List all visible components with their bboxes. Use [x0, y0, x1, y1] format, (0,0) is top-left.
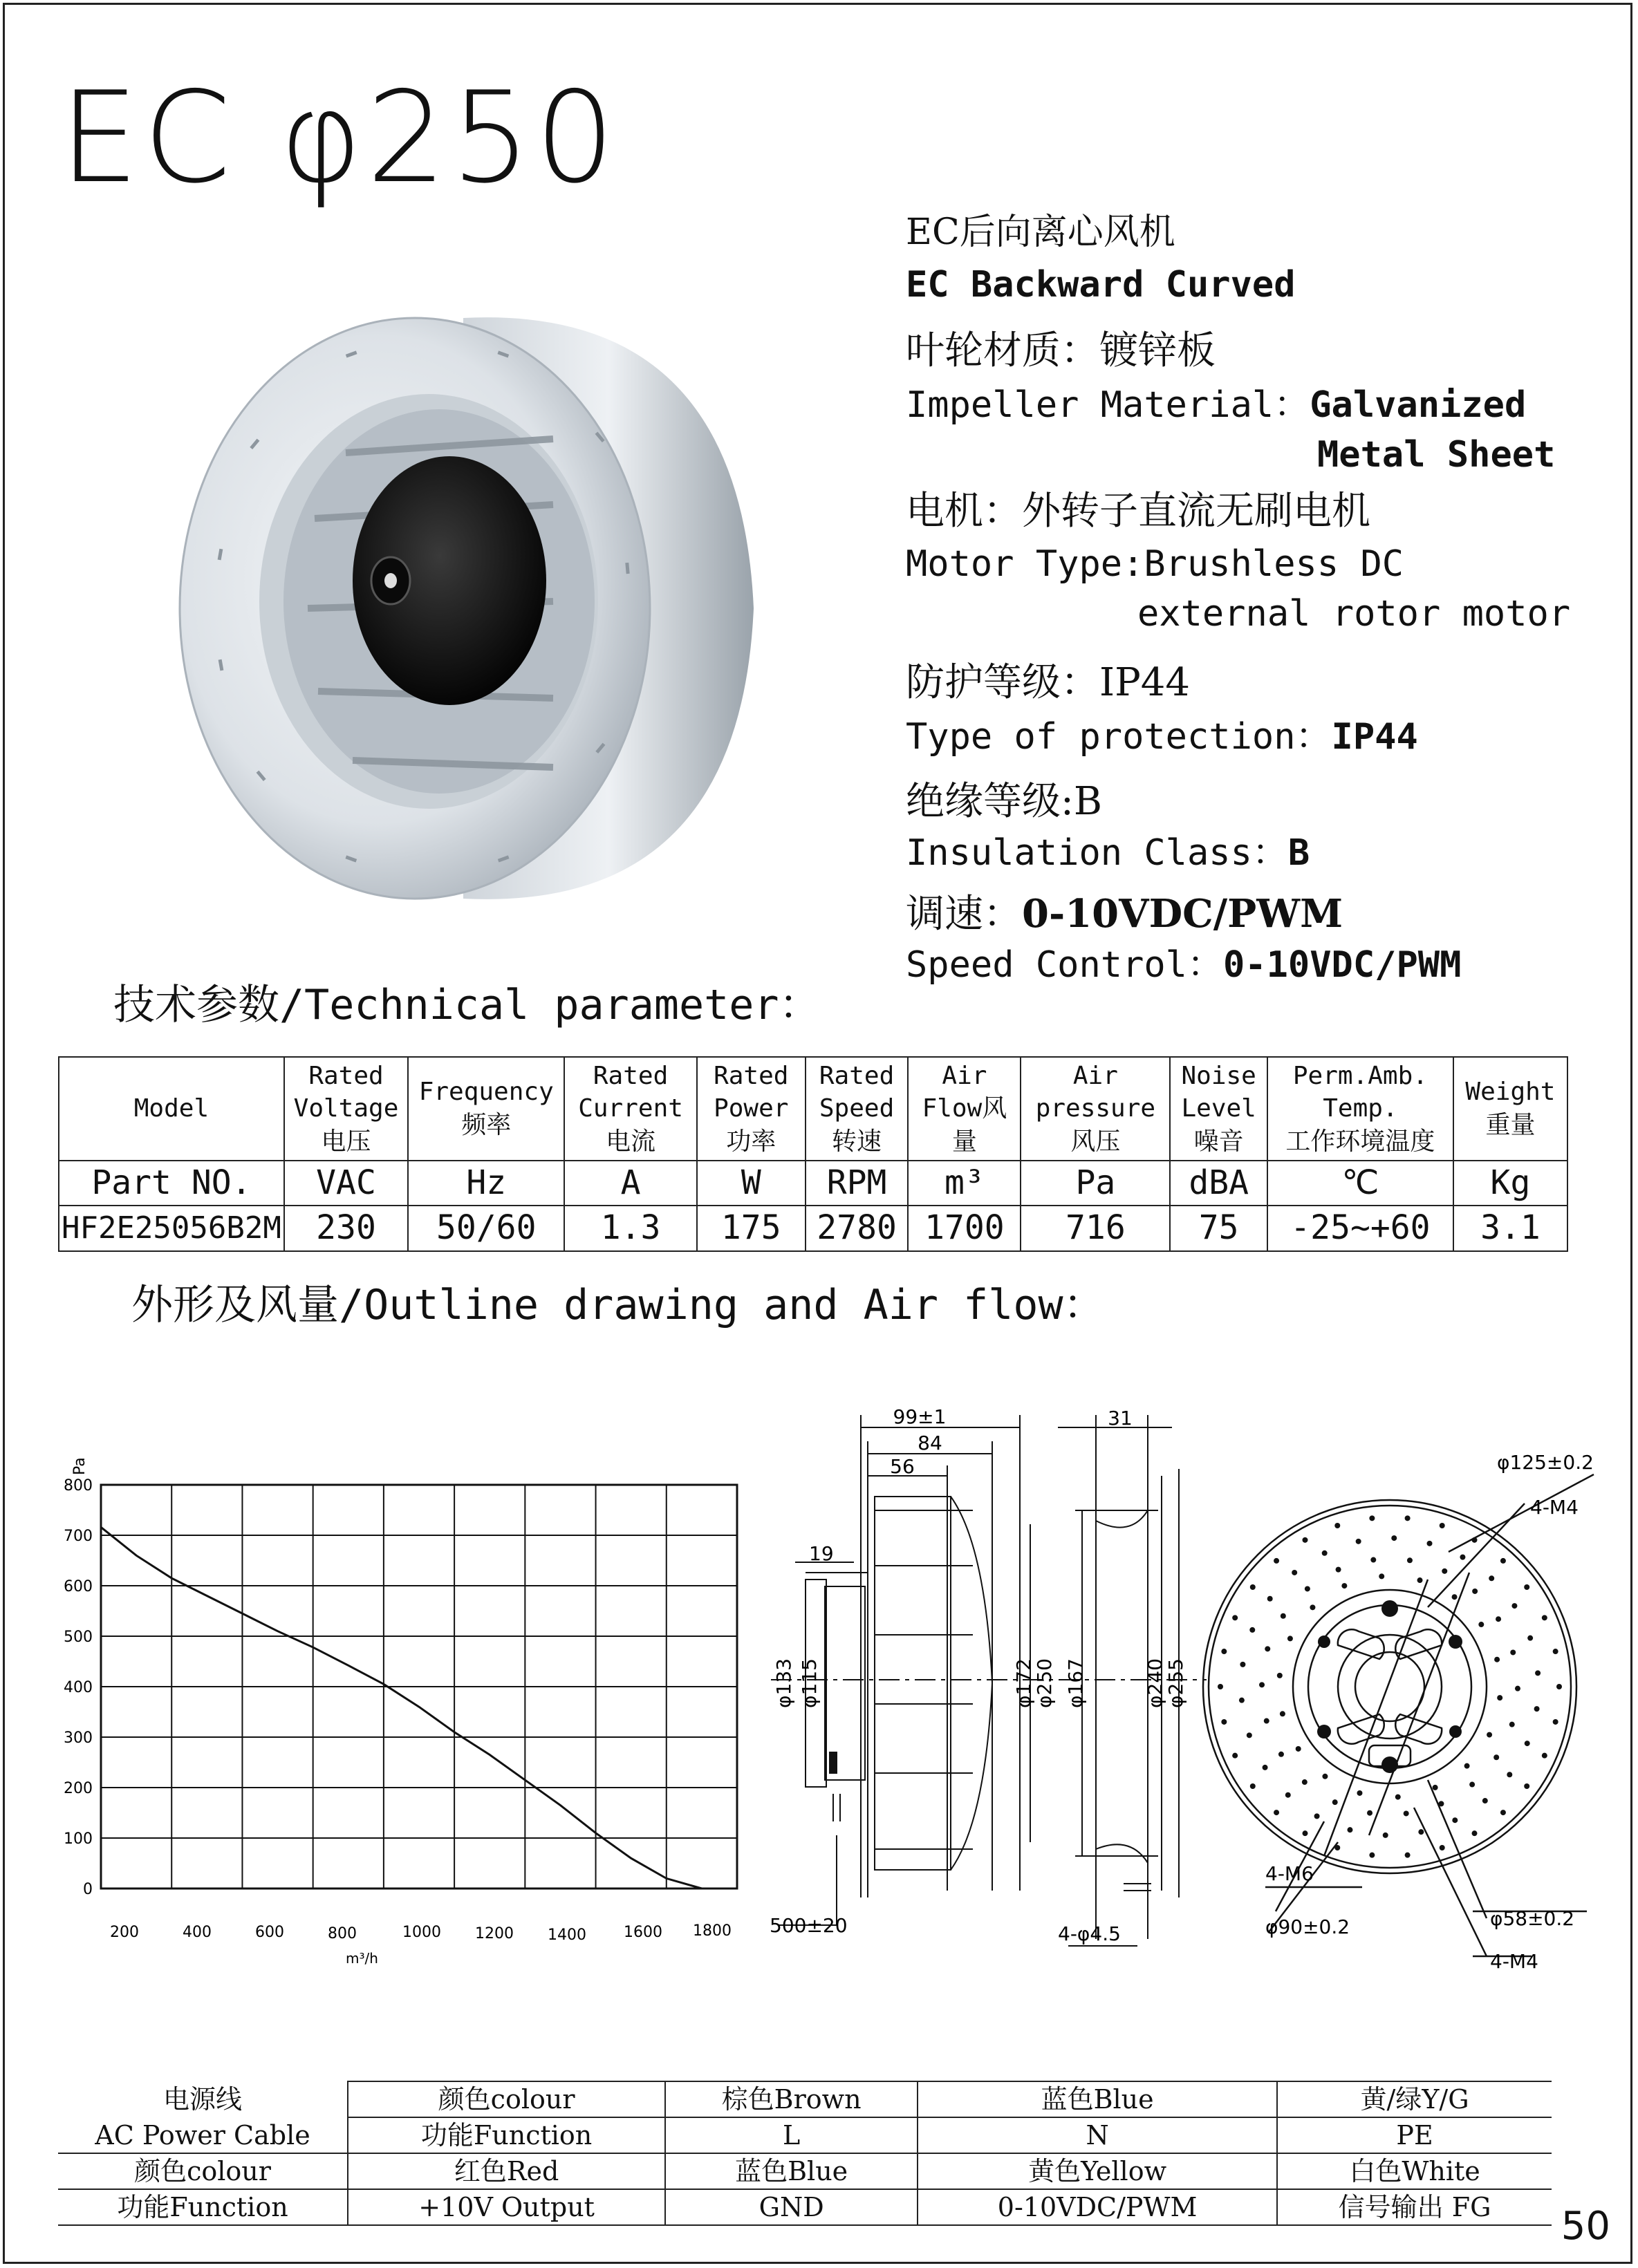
- unit-cell: Part NO.: [59, 1161, 284, 1206]
- dim-31: 31: [1108, 1407, 1133, 1430]
- header-line: 电流: [606, 1127, 656, 1156]
- rivet-dot: [1259, 1682, 1265, 1687]
- rivet-dot: [1247, 1732, 1252, 1738]
- rivet-dot: [1478, 1622, 1484, 1627]
- rivet-dot: [1369, 1853, 1375, 1858]
- dim-phi115: φ115: [798, 1658, 821, 1708]
- rivet-dot: [1433, 1785, 1438, 1790]
- header-line: Frequency: [418, 1078, 554, 1107]
- impeller-cn: 叶轮材质：镀锌板: [906, 328, 1216, 373]
- impeller-en-label: Impeller Material：: [906, 384, 1310, 426]
- rivet-dot: [1534, 1706, 1540, 1712]
- rivet-dot: [1379, 1573, 1384, 1579]
- unit-cell: W: [697, 1161, 806, 1206]
- rivet-dot: [1452, 1817, 1458, 1823]
- power-cable-table: [58, 2081, 1552, 2226]
- rivet-dot: [1542, 1753, 1547, 1759]
- protection-en-label: Type of protection：: [906, 716, 1332, 758]
- rivet-dot: [1405, 1515, 1411, 1521]
- rivet-dot: [1524, 1783, 1529, 1789]
- cable-cell: 红色Red: [348, 2153, 665, 2189]
- header-cell: [908, 1057, 1021, 1161]
- cable-cell: 白色White: [1277, 2153, 1552, 2189]
- rivet-dot: [1221, 1649, 1227, 1654]
- rivet-dot: [1395, 1794, 1401, 1800]
- rivet-dot: [1442, 1568, 1447, 1574]
- rivet-dot: [1281, 1613, 1286, 1619]
- cable-cell: 电源线: [162, 2084, 242, 2115]
- dim-phi255: φ255: [1164, 1658, 1187, 1708]
- cable-cell: 功能Function: [348, 2117, 665, 2153]
- header-line: pressure: [1035, 1094, 1156, 1123]
- cable-cell: 黄/绿Y/G: [1277, 2081, 1552, 2117]
- outline-heading: 外形及风量/Outline drawing and Air flow：: [131, 1281, 1105, 1329]
- rivet-dot: [1510, 1649, 1516, 1655]
- part-number-cell: HF2E25056B2M: [59, 1206, 284, 1250]
- rivet-dot: [1524, 1584, 1529, 1590]
- cable-cell: N: [918, 2117, 1277, 2153]
- rivet-dot: [1556, 1684, 1562, 1689]
- dim-4-m4-bottom: 4-M4: [1490, 1950, 1538, 1973]
- rivet-dot: [1391, 1535, 1397, 1541]
- speed-en: [906, 944, 1462, 986]
- rivet-dot: [1264, 1718, 1269, 1724]
- rivet-dot: [1553, 1649, 1558, 1654]
- rivet-dot: [1249, 1627, 1255, 1633]
- technical-heading: 技术参数/Technical parameter：: [113, 981, 821, 1029]
- rivet-dot: [1497, 1695, 1502, 1700]
- rivet-dot: [1332, 1799, 1338, 1805]
- rivet-dot: [1418, 1829, 1424, 1835]
- dim-56: 56: [890, 1455, 915, 1478]
- rivet-dot: [1511, 1603, 1517, 1609]
- rivet-dot: [1302, 1779, 1307, 1785]
- value-cell: -25~+60: [1267, 1206, 1453, 1250]
- table-value-row: [59, 1206, 1567, 1250]
- side-view-drawing: [764, 1407, 1220, 1953]
- rivet-dot: [1527, 1636, 1533, 1641]
- rivet-dot: [1277, 1673, 1283, 1678]
- y-tick-label: 400: [64, 1679, 93, 1696]
- rivet-dot: [1542, 1615, 1547, 1620]
- header-cell: [1267, 1057, 1453, 1161]
- rivet-dot: [1440, 1523, 1445, 1528]
- rivet-dot: [1280, 1711, 1285, 1716]
- rivet-dot: [1263, 1765, 1268, 1770]
- rivet-dot: [1250, 1584, 1256, 1590]
- insulation-cn: 绝缘等级:B: [906, 779, 1103, 824]
- rivet-dot: [1336, 1567, 1341, 1573]
- header-cell: [806, 1057, 909, 1161]
- header-line: Rated: [819, 1061, 895, 1090]
- header-line: Speed: [819, 1094, 895, 1123]
- dim-84: 84: [918, 1432, 942, 1454]
- x-tick-label: 600: [255, 1924, 284, 1941]
- header-line: Noise: [1181, 1061, 1256, 1090]
- rivet-dot: [1285, 1792, 1291, 1798]
- unit-cell: RPM: [806, 1161, 909, 1206]
- type-cn: EC后向离心风机: [906, 212, 1175, 253]
- rivet-dot: [1322, 1774, 1328, 1779]
- header-line: Perm.Amb.: [1292, 1061, 1428, 1090]
- header-line: Rated: [593, 1061, 669, 1090]
- y-tick-label: 200: [64, 1780, 93, 1797]
- header-cell: [1021, 1057, 1170, 1161]
- insulation-en-value: B: [1287, 832, 1310, 874]
- y-tick-label: 800: [64, 1477, 93, 1494]
- page-number: 50: [1561, 2204, 1610, 2249]
- protection-en: [906, 716, 1418, 758]
- header-line: 量: [951, 1127, 977, 1156]
- rivet-dot: [1438, 1801, 1444, 1806]
- x-tick-label: 1800: [693, 1922, 732, 1940]
- header-line: Power: [714, 1094, 789, 1123]
- insulation-en: [906, 832, 1310, 874]
- rivet-dot: [1296, 1746, 1301, 1752]
- rivet-dot: [1500, 1810, 1506, 1815]
- header-line: Voltage: [293, 1094, 399, 1123]
- cable-cell: 棕色Brown: [665, 2081, 918, 2117]
- speed-cn-label: 调速：: [906, 892, 1022, 937]
- rivet-dot: [1489, 1575, 1494, 1581]
- header-line: 风压: [1070, 1127, 1121, 1156]
- y-tick-label: 700: [64, 1528, 93, 1545]
- rivet-dot: [1356, 1539, 1361, 1544]
- rivet-dot: [1218, 1684, 1223, 1689]
- insulation-en-label: Insulation Class：: [906, 832, 1288, 874]
- x-tick-label: 800: [328, 1925, 357, 1942]
- rivet-dot: [1310, 1604, 1315, 1610]
- header-cell: [408, 1057, 564, 1161]
- rivet-dot: [1239, 1698, 1245, 1703]
- cable-cell: AC Power Cable: [58, 2117, 348, 2153]
- dim-19: 19: [809, 1542, 834, 1565]
- protection-cn: [906, 660, 1191, 705]
- header-cell: [284, 1057, 408, 1161]
- x-tick-label: 400: [183, 1924, 212, 1941]
- unit-cell: ℃: [1267, 1161, 1453, 1206]
- rivet-dot: [1496, 1616, 1501, 1622]
- header-line: 工作环境温度: [1285, 1127, 1435, 1156]
- dim-phi172: φ172: [1012, 1658, 1035, 1708]
- pressure-curve: [101, 1527, 702, 1889]
- x-tick-label: 1400: [548, 1927, 586, 1944]
- x-tick-label: 1600: [624, 1924, 662, 1941]
- y-tick-label: 100: [64, 1830, 93, 1848]
- rivet-dot: [1509, 1722, 1515, 1727]
- cable-row: [58, 2081, 1552, 2117]
- cable-cell: 黄色Yellow: [918, 2153, 1277, 2189]
- table-header-row: [59, 1057, 1567, 1161]
- cable-cell: GND: [665, 2189, 918, 2225]
- header-line: Weight: [1465, 1078, 1556, 1107]
- cable-row: [58, 2189, 1552, 2225]
- rivet-dot: [1469, 1782, 1475, 1788]
- rivet-dot: [1314, 1813, 1320, 1819]
- motor-en-2: external rotor motor: [1137, 593, 1571, 635]
- rivet-dot: [1460, 1555, 1465, 1560]
- motor-cn: 电机：外转子直流无刷电机: [906, 489, 1370, 534]
- dim-phi133: φ133: [772, 1658, 795, 1708]
- cable-cell: 蓝色Blue: [918, 2081, 1277, 2117]
- rivet-dot: [1292, 1570, 1297, 1575]
- value-cell: 716: [1021, 1206, 1170, 1250]
- unit-cell: Hz: [408, 1161, 564, 1206]
- impeller-en-value: Galvanized: [1310, 384, 1527, 426]
- header-cell: [1170, 1057, 1267, 1161]
- rivet-dot: [1287, 1636, 1293, 1641]
- dim-cable-length: 500±20: [770, 1914, 848, 1937]
- cable-cell: PE: [1277, 2117, 1552, 2153]
- dim-phi90: φ90±0.2: [1265, 1915, 1350, 1938]
- rivet-dot: [1322, 1550, 1328, 1556]
- dim-phi250: φ250: [1033, 1658, 1056, 1708]
- x-tick-label: 200: [110, 1924, 139, 1941]
- rivet-dot: [1472, 1588, 1478, 1594]
- speed-en-label: Speed Control：: [906, 944, 1223, 986]
- front-view-drawing: [1200, 1448, 1614, 1980]
- value-cell: 1700: [908, 1206, 1021, 1250]
- header-cell: [59, 1057, 284, 1161]
- unit-cell: Kg: [1453, 1161, 1567, 1206]
- rivet-dot: [1267, 1596, 1273, 1602]
- dim-phi125: φ125±0.2: [1497, 1451, 1594, 1474]
- rivet-dot: [1472, 1537, 1478, 1543]
- rivet-dot: [1417, 1577, 1423, 1583]
- speed-en-value: 0-10VDC/PWM: [1223, 944, 1462, 986]
- rivet-dot: [1232, 1753, 1238, 1759]
- cable-row: [58, 2117, 1552, 2153]
- header-line: Temp.: [1323, 1094, 1398, 1123]
- table-unit-row: [59, 1161, 1567, 1206]
- cable-cell: 信号输出 FG: [1277, 2189, 1552, 2225]
- rivet-dot: [1405, 1853, 1411, 1858]
- rivet-dot: [1404, 1810, 1409, 1816]
- cable-cell: 蓝色Blue: [665, 2153, 918, 2189]
- rivet-dot: [1493, 1754, 1499, 1760]
- value-cell: 75: [1170, 1206, 1267, 1250]
- header-line: Current: [578, 1094, 683, 1123]
- unit-cell: m³: [908, 1161, 1021, 1206]
- speed-cn: [906, 891, 1343, 937]
- fan-product-image: [166, 277, 788, 940]
- header-cell: [1453, 1057, 1567, 1161]
- rivet-dot: [1334, 1523, 1340, 1528]
- cable-cell: 功能Function: [58, 2189, 348, 2225]
- rivet-dot: [1341, 1583, 1347, 1588]
- page-title: EC φ250: [59, 64, 620, 211]
- header-line: Flow风: [922, 1094, 1007, 1123]
- protection-cn-value: IP44: [1099, 660, 1191, 705]
- rivet-dot: [1367, 1810, 1372, 1816]
- cable-cell: 0-10VDC/PWM: [918, 2189, 1277, 2225]
- protection-en-value: IP44: [1331, 716, 1418, 758]
- header-line: Level: [1181, 1094, 1256, 1123]
- front-view-rivets: [1218, 1515, 1562, 1857]
- rivet-dot: [1500, 1558, 1506, 1564]
- unit-cell: Pa: [1021, 1161, 1170, 1206]
- technical-table: [58, 1056, 1568, 1252]
- rivet-dot: [1440, 1845, 1445, 1850]
- header-line: Rated: [714, 1061, 789, 1090]
- dim-phi58: φ58±0.2: [1490, 1907, 1575, 1930]
- value-cell: 230: [284, 1206, 408, 1250]
- rivet-dot: [1265, 1646, 1270, 1651]
- value-cell: 2780: [806, 1206, 909, 1250]
- cable-cell: 颜色colour: [348, 2081, 665, 2117]
- header-line: 频率: [461, 1111, 512, 1139]
- cable-cell: L: [665, 2117, 918, 2153]
- dim-4-m6: 4-M6: [1265, 1862, 1314, 1885]
- rivet-dot: [1494, 1657, 1500, 1662]
- header-line: 噪音: [1193, 1127, 1244, 1156]
- y-tick-label: 0: [83, 1881, 93, 1898]
- cable-cell: +10V Output: [348, 2189, 665, 2225]
- value-cell: 50/60: [408, 1206, 564, 1250]
- unit-cell: dBA: [1170, 1161, 1267, 1206]
- rivet-dot: [1305, 1586, 1310, 1591]
- dim-4-m4-top: 4-M4: [1530, 1496, 1579, 1519]
- rivet-dot: [1535, 1670, 1541, 1676]
- rivet-dot: [1383, 1833, 1388, 1838]
- rivet-dot: [1452, 1594, 1458, 1600]
- y-axis-label: Pa: [71, 1457, 89, 1475]
- rivet-dot: [1278, 1752, 1284, 1757]
- dim-99: 99±1: [893, 1405, 947, 1428]
- header-line: 重量: [1485, 1111, 1536, 1139]
- dim-phi167: φ167: [1064, 1658, 1087, 1708]
- rivet-dot: [1250, 1783, 1256, 1789]
- unit-cell: A: [564, 1161, 697, 1206]
- header-line: 功率: [726, 1127, 776, 1156]
- airflow-chart: [41, 1438, 774, 1967]
- rivet-dot: [1515, 1686, 1520, 1691]
- x-tick-label: 1200: [475, 1925, 514, 1942]
- value-cell: 1.3: [564, 1206, 697, 1250]
- header-line: 电压: [321, 1127, 371, 1156]
- rivet-dot: [1232, 1615, 1238, 1620]
- rivet-dot: [1357, 1790, 1362, 1796]
- rivet-dot: [1303, 1830, 1308, 1836]
- header-cell: [697, 1057, 806, 1161]
- header-line: 转速: [832, 1127, 882, 1156]
- rivet-dot: [1427, 1541, 1433, 1546]
- rivet-dot: [1274, 1810, 1279, 1815]
- header-line: Air: [1072, 1061, 1118, 1090]
- rivet-dot: [1553, 1719, 1558, 1725]
- cable-row: [58, 2153, 1552, 2189]
- value-cell: 175: [697, 1206, 806, 1250]
- dim-mount-holes: 4-φ4.5: [1058, 1922, 1121, 1945]
- y-tick-label: 600: [64, 1578, 93, 1595]
- value-cell: 3.1: [1453, 1206, 1567, 1250]
- header-line: Model: [133, 1094, 210, 1123]
- header-cell: [564, 1057, 697, 1161]
- rivet-dot: [1347, 1827, 1352, 1833]
- dim-phi240: φ240: [1144, 1658, 1166, 1708]
- rivet-dot: [1240, 1662, 1245, 1667]
- rivet-dot: [1472, 1830, 1478, 1836]
- rivet-dot: [1369, 1515, 1375, 1521]
- rivet-dot: [1507, 1772, 1512, 1777]
- x-axis-label: m³/h: [346, 1950, 378, 1967]
- unit-cell: VAC: [284, 1161, 408, 1206]
- speed-cn-value: 0-10VDC/PWM: [1022, 891, 1343, 937]
- y-tick-label: 500: [64, 1629, 93, 1646]
- rivet-dot: [1303, 1537, 1308, 1543]
- rivet-dot: [1407, 1557, 1413, 1563]
- rivet-dot: [1482, 1798, 1488, 1803]
- rivet-dot: [1464, 1763, 1470, 1769]
- header-line: Rated: [308, 1061, 384, 1090]
- header-line: Air: [942, 1061, 987, 1090]
- y-tick-label: 300: [64, 1730, 93, 1747]
- rivet-dot: [1370, 1557, 1376, 1563]
- impeller-en-value-2: Metal Sheet: [1317, 434, 1556, 476]
- type-en: EC Backward Curved: [906, 264, 1296, 306]
- rivet-dot: [1525, 1741, 1530, 1746]
- rivet-dot: [1274, 1558, 1279, 1564]
- rivet-dot: [1487, 1732, 1492, 1738]
- rivet-dot: [1334, 1845, 1340, 1850]
- x-tick-label: 1000: [402, 1924, 441, 1941]
- rivet-dot: [1221, 1719, 1227, 1725]
- cable-cell: 颜色colour: [58, 2153, 348, 2189]
- motor-en-1: Motor Type:Brushless DC: [906, 543, 1404, 585]
- impeller-en: [906, 384, 1527, 426]
- protection-cn-label: 防护等级：: [906, 660, 1099, 705]
